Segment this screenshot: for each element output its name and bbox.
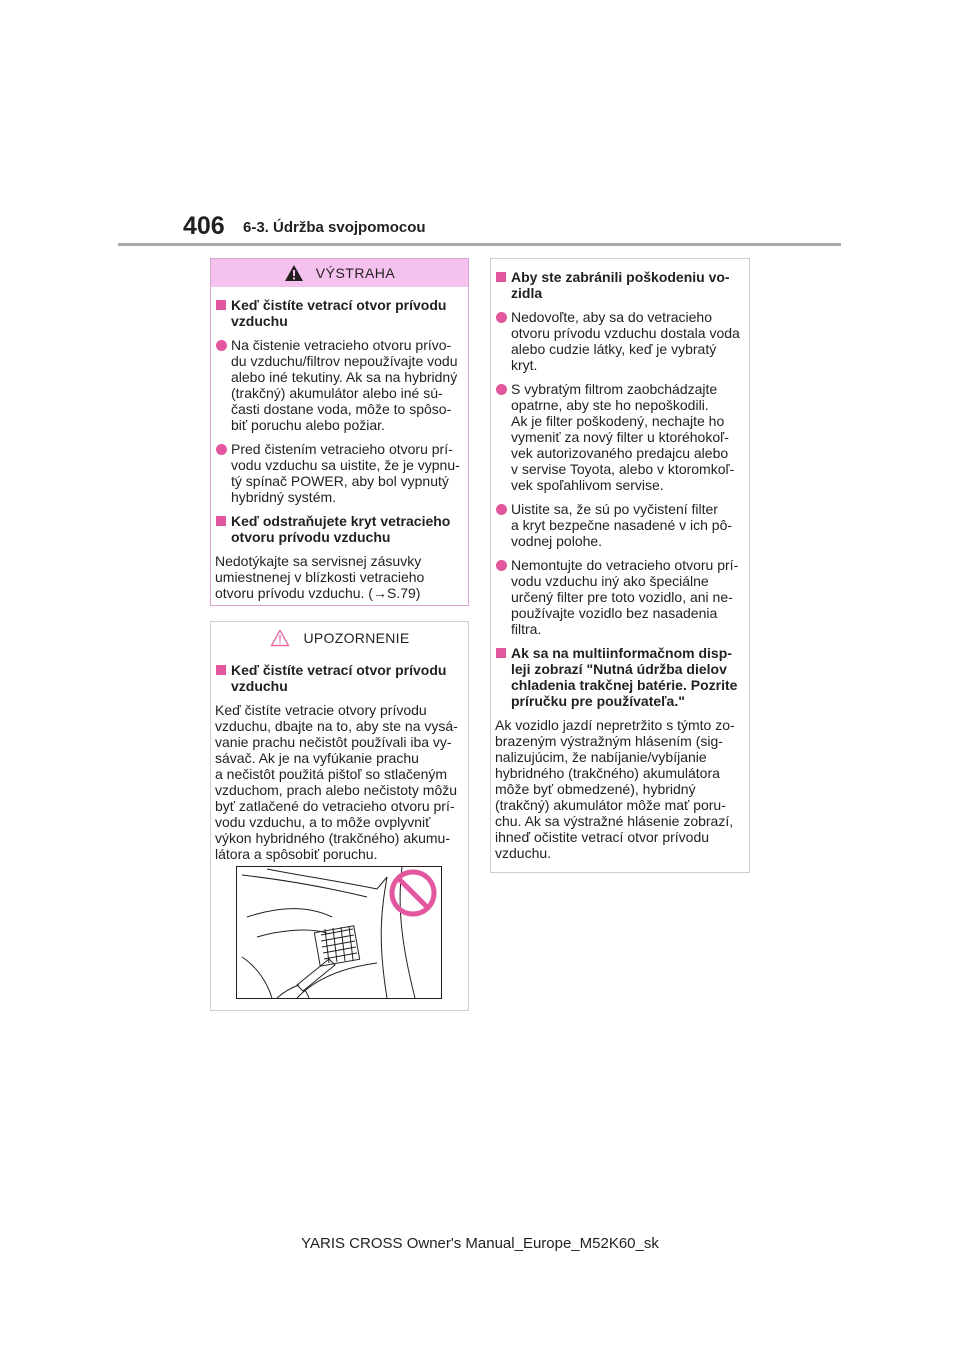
illustration-drawing [237,867,441,998]
square-bullet-icon [216,300,226,310]
warning-header [211,259,468,287]
right-paragraph: Ak vozidlo jazdí nepretržito s týmto zo- brazeným výstražným hlásením (sig- nalizujúcim, že nabíjanie/vybíjanie hybridného (trakčného) akumulátora môže byť obmedzené), hybridný (trakčný) akumulátor môže mať poru- chu. Ak sa výstražné hlásenie zobrazí, ihneď očistite vetrací otvor prívodu vzduchu. [495,717,735,861]
round-bullet-icon [496,312,507,323]
warning-box [210,258,469,606]
square-bullet-icon [216,665,226,675]
caution-paragraph: Keď čistíte vetracie otvory prívodu vzduchu, dbajte na to, aby ste na vysá- vanie prachu nečistôt používali iba vy- sávač. Ak je na vyfúkanie prachu a nečistôt použitá pištoľ so stlačeným vzduchom, prach alebo nečistoty môžu byť zatlačené do vetracieho otvoru prí- vodu vzduchu, a to môže ovplyvniť výkon hybridného (trakčného) akumu- látora a spôsobiť poruchu. [215,702,458,862]
caution-heading-1: Keď čistíte vetrací otvor prívodu vzduchu [215,662,464,694]
warning-bullet-2: Pred čistením vetracieho otvoru prí- vodu vzduchu sa uistite, že je vypnu- tý spínač POWER, aby bol vypnutý hybridný systém. [215,441,464,505]
air-vent-cleaning-illustration [236,866,442,999]
caution-triangle-icon [270,629,290,647]
round-bullet-icon [216,444,227,455]
right-bullet-4: Nemontujte do vetracieho otvoru prí- vodu vzduchu iný ako špeciálne určený filter pre toto vozidlo, ani ne- používajte vozidlo bez nasadenia filtra. [495,557,745,637]
warning-triangle-icon [284,264,304,282]
round-bullet-icon [496,504,507,515]
page-number: 406 [183,212,225,240]
square-bullet-icon [216,516,226,526]
right-heading-2: Ak sa na multiinformačnom disp- leji zobrazí "Nutná údržba dielov chladenia trakčnej batérie. Pozrite príručku pre používateľa." [495,645,745,709]
warning-bullet-1: Na čistenie vetracieho otvoru prívo- du vzduchu/filtrov nepoužívajte vodu alebo iné tekutiny. Ak sa na hybridný (trakčný) akumulátor alebo iné sú- časti dostane voda, môže to spôso- biť poruchu alebo požiar. [215,337,464,433]
right-info-box [490,258,750,873]
warning-heading-1: Keď čistíte vetrací otvor prívodu vzduchu [215,297,464,329]
header-rule [118,243,841,246]
section-title: 6-3. Údržba svojpomocou [243,219,426,236]
right-heading-1: Aby ste zabránili poškodeniu vo- zidla [495,269,745,301]
caution-title: UPOZORNENIE [303,630,410,646]
round-bullet-icon [496,384,507,395]
right-bullet-3: Uistite sa, že sú po vyčistení filter a kryt bezpečne nasadené v ich pô- vodnej polohe. [495,501,745,549]
warning-paragraph: Nedotýkajte sa servisnej zásuvky umiestnenej v blízkosti vetracieho otvoru prívodu vzduchu. (→S.79) [215,553,425,601]
square-bullet-icon [496,272,506,282]
warning-heading-2: Keď odstraňujete kryt vetracieho otvoru prívodu vzduchu [215,513,464,545]
square-bullet-icon [496,648,506,658]
round-bullet-icon [496,560,507,571]
prohibited-icon [392,872,434,914]
right-bullet-1: Nedovoľte, aby sa do vetracieho otvoru prívodu vzduchu dostala voda alebo cudzie látky, keď je vybratý kryt. [495,309,745,373]
warning-title: VÝSTRAHA [315,265,396,281]
right-bullet-2: S vybratým filtrom zaobchádzajte opatrne, aby ste ho nepoškodili. Ak je filter poškodený, nechajte ho vymeniť za nový filter u ktoréhokoľ- vek autorizovaného predajcu alebo v servise Toyota, alebo v ktoromkoľ- vek spoľahlivom servise. [495,381,745,493]
round-bullet-icon [216,340,227,351]
caution-header [211,624,468,652]
footer-manual-id: YARIS CROSS Owner's Manual_Europe_M52K60_sk [301,1235,659,1252]
